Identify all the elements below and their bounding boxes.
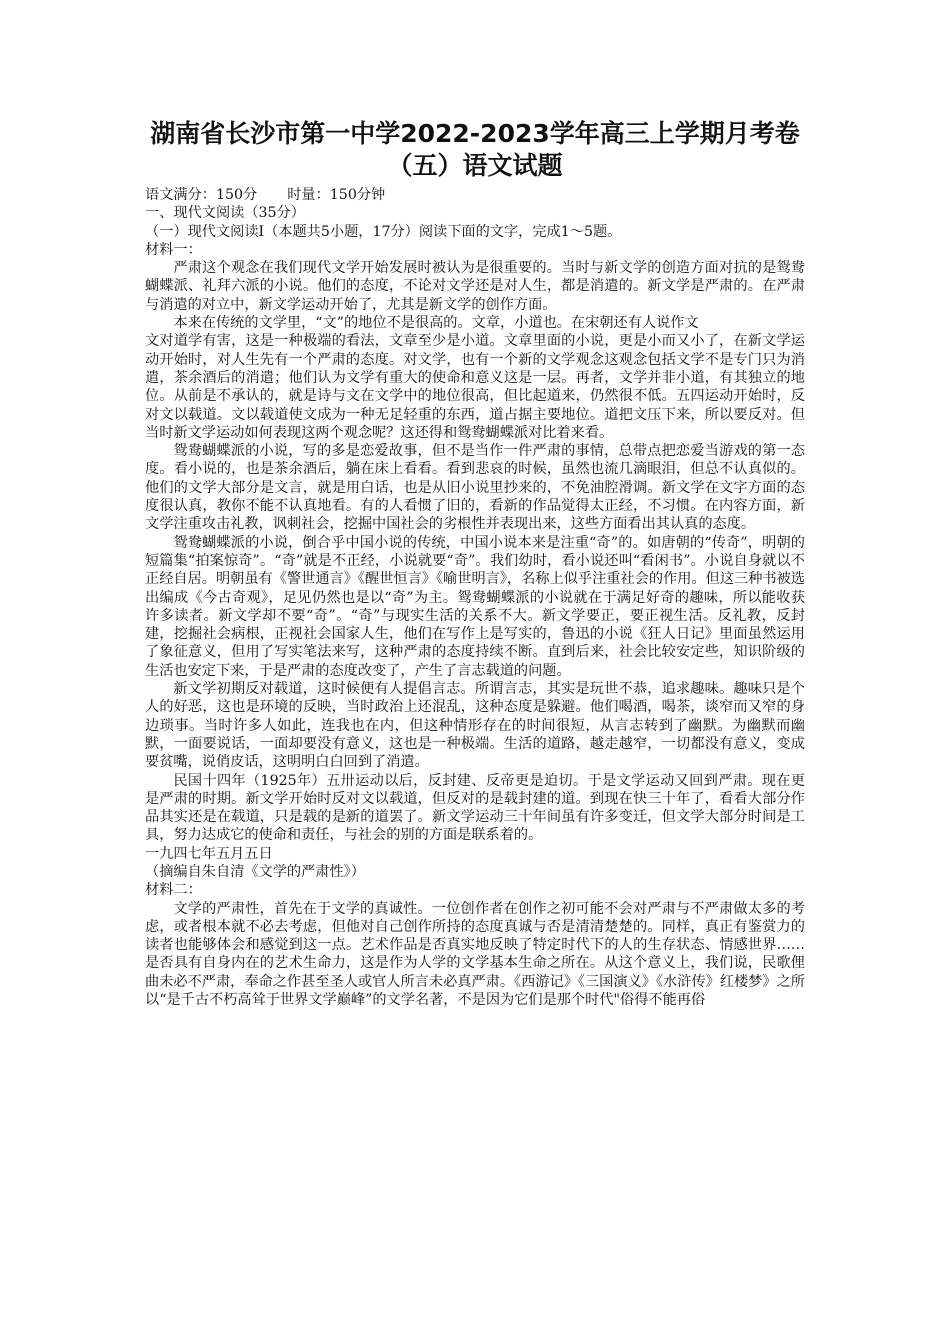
time-limit: 时量：150分钟 <box>287 187 386 203</box>
title-line-1: 湖南省长沙市第一中学2022-2023学年高三上学期月考卷 <box>150 119 800 148</box>
source-line: （摘编自朱自清《文学的严肃性》） <box>145 863 365 880</box>
material-one-paragraph-4: 鸳鸯蝴蝶派的小说，倒合乎中国小说的传统，中国小说本来是注重“奇”的。如唐朝的“传奇”，明朝的短篇集“拍案惊奇”。“奇”就是不正经，小说就要“奇”。我们幼时，看小说还叫“看闲书”。小说自身就以不正经自居。明朝虽有《警世通言》《醒世恒言》《喻世明言》，名称上似乎注重社会的作用。但这三种书被选出编成《今古奇观》，足见仍然也是以“奇”为主。鸳鸯蝴蝶派的小说就在于满足好奇的趣味，所以能收获许多读者。新文学却不要“奇”。“奇”与现实生活的关系不大。新文学要正，要正视生活。反礼教，反封建，挖掘社会病根，正视社会国家人生，他们在写作上是写实的，鲁迅的小说《狂人日记》里面虽然运用了象征意义，但用了写实笔法来写，这种严肃的态度持续不断。直到后来，社会比较安定些，知识阶级的生活也安定下来，于是严肃的态度改变了，产生了言志载道的问题。 <box>145 534 805 679</box>
material-one-paragraph-6: 民国十四年（1925年）五卅运动以后，反封建、反帝更是迫切。于是文学运动又回到严肃。现在更是严肃的时期。新文学开始时反对文以载道，但反对的是载封建的道。到现在快三十年了，看看大部分作品其实还是在载道，只是载的是新的道罢了。新文学运动三十年间虽有许多变迁，但文学大部分时间是工具，努力达成它的使命和责任，与社会的别的方面是联系着的。 <box>145 772 805 844</box>
material-one-paragraph-1: 严肃这个观念在我们现代文学开始发展时被认为是很重要的。当时与新文学的创造方面对抗的是鸳鸯蝴蝶派、礼拜六派的小说。他们的态度，不论对文学还是对人生，都是消遣的。新文学是严肃的。在严肃与消遣的对立中，新文学运动开始了，尤其是新文学的创作方面。 <box>145 260 805 313</box>
material-one-paragraph-2: 本来在传统的文学里，“文”的地位不是很高的。文章，小道也。在宋朝还有人说作文 <box>173 315 699 332</box>
exam-meta <box>145 186 805 204</box>
material-one-label: 材料一： <box>145 241 202 258</box>
section-heading: 一、现代文阅读（35分） <box>145 205 305 222</box>
document-page <box>145 118 805 1009</box>
subsection-heading: （一）现代文阅读Ⅰ（本题共5小题，17分）阅读下面的文字，完成1～5题。 <box>145 223 622 240</box>
material-one-paragraph-3: 鸳鸯蝴蝶派的小说，写的多是恋爱故事，但不是当作一件严肃的事情，总带点把恋爱当游戏的第一态度。看小说的，也是茶余酒后，躺在床上看看。看到悲哀的时候，虽然也流几滴眼泪，但总不认真似的。他们的文学大部分是文言，就是用白话，也是从旧小说里抄来的，不免油腔滑调。新文学在文字方面的态度很认真，教你不能不认真地看。有的人看惯了旧的，看新的作品觉得太正经，不习惯。在内容方面，新文学注重攻击礼教，讽刺社会，挖掘中国社会的劣根性并表现出来，这些方面看出其认真的态度。 <box>145 443 805 533</box>
material-one-paragraph-5: 新文学初期反对载道，这时候便有人提倡言志。所谓言志，其实是玩世不恭，追求趣味。趣味只是个人的好恶，这也是环境的反映，当时政治上还混乱，这种态度是躲避。他们喝酒，喝茶，谈窄而又窄的身边琐事。当时许多人如此，连我也在内，但这种情形存在的时间很短，从言志转到了幽默。为幽默而幽默，一面要说话，一面却要没有意义，这也是一种极端。生活的道路，越走越窄，一切都没有意义，变成要贫嘴，说俏皮话，这明明白白回到了消遣。 <box>145 681 805 771</box>
date-line: 一九四七年五月五日 <box>145 845 273 862</box>
document-body <box>145 186 805 1009</box>
material-two-label: 材料二： <box>145 882 202 899</box>
full-score: 语文满分：150分 <box>145 187 258 203</box>
material-one-paragraph-2-continued: 文对道学有害，这是一种极端的看法，文章至少是小道。文章里面的小说，更是小而又小了，在新文学运动开始时，对人生先有一个严肃的态度。对文学，也有一个新的文学观念这观念包括文学不是专门只为消遣，茶余酒后的消遣；他们认为文学有重大的使命和意义这是一层。再者，文学并非小道，有其独立的地位。从前是不承认的，就是诗与文在文学中的地位很高，但比起道来，仍然很不低。五四运动开始时，反对文以载道。文以载道使文成为一种无足轻重的东西，道占据主要地位。道把文压下来，所以要反对。但当时新文学运动如何表现这两个观念呢？这还得和鸳鸯蝴蝶派对比着来看。 <box>145 333 805 441</box>
title-line-2: （五）语文试题 <box>387 151 563 180</box>
document-title <box>133 118 817 182</box>
material-two-paragraph-1: 文学的严肃性，首先在于文学的真诚性。一位创作者在创作之初可能不会对严肃与不严肃做太多的考虑，或者根本就不必去考虑，但他对自己创作所持的态度真诚与否是清清楚楚的。同样，真正有鉴赏力的读者也能够体会和感觉到这一点。艺术作品是否真实地反映了特定时代下的人的生存状态、情感世界……是否具有自身内在的艺术生命力，这是作为人学的文学基本生命之所在。从这个意义上，我们说，民歌俚曲未必不严肃，奉命之作甚至圣人或官人所言未必真严肃。《西游记》《三国演义》《水浒传》红楼梦》之所以“是千古不朽高耸于世界文学巅峰”的文学名著，不是因为它们是那个时代"俗得不能再俗 <box>145 900 805 1009</box>
